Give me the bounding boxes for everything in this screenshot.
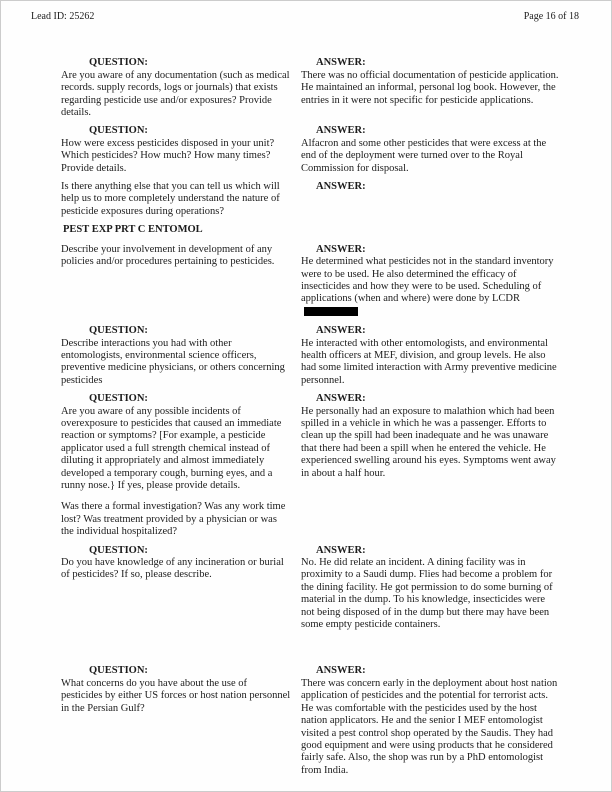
answer-label: ANSWER:: [316, 125, 366, 137]
question-text: Are you aware of any possible incidents of overexposure to pesticides that caused an immediate reaction or symptoms? [For example, a pesticide applicator used a full strength chemical instead of diluting it appropriately and almost immediately developed a temporary cough, burning eyes, and a runny nose.} If yes, please provide details.: [61, 405, 282, 491]
answer-label: ANSWER:: [316, 325, 366, 337]
answer-label: ANSWER:: [316, 181, 366, 193]
question-column: [61, 393, 301, 538]
qa-row: [61, 545, 559, 632]
answer-column: [301, 393, 561, 538]
question-text: Describe interactions you had with other entomologists, environmental science officers, preventive medicine physicians, or others concerning pesticides: [61, 337, 285, 386]
answer-column: [301, 545, 561, 632]
answer-label: ANSWER:: [316, 243, 366, 255]
question-column: [61, 244, 301, 319]
qa-row: [61, 393, 559, 538]
answer-column: [301, 57, 561, 119]
answer-label: ANSWER:: [316, 544, 366, 556]
answer-text: Alfacron and some other pesticides that were excess at the end of the deployment were turned over to the Royal Commission for disposal.: [301, 137, 547, 174]
page-header: [1, 1, 611, 23]
answer-label: ANSWER:: [316, 665, 366, 677]
question-text: Are you aware of any documentation (such as medical records. supply records, logs or journals) that exists regarding pesticide use and/or exposures? Provide details.: [61, 69, 290, 119]
question-label: QUESTION:: [89, 57, 148, 69]
question-column: [61, 665, 301, 777]
question-column: [61, 325, 301, 387]
answer-text: [301, 256, 561, 319]
question-label: QUESTION:: [89, 665, 148, 677]
answer-text-fragment: He determined what pesticides not in the standard inventory were to be used. He also determined the efficacy of insecticides and how they were to be used. Scheduling of applications (when and where) were done by LCDR: [301, 256, 554, 305]
qa-row: [61, 57, 559, 119]
redaction-box: [304, 307, 358, 316]
qa-row: [61, 244, 559, 319]
qa-row: [61, 665, 559, 777]
question-text-2: Was there a formal investigation? Was any work time lost? Was treatment provided by a physician or was the individual hospitalized?: [61, 501, 286, 538]
question-label: QUESTION:: [89, 125, 148, 137]
question-column: [61, 181, 301, 218]
answer-column: [301, 325, 561, 387]
qa-row: [61, 181, 559, 218]
answer-text: He personally had an exposure to malathion which had been spilled in a vehicle in which he was a passenger. Efforts to clean up the spill had been inadequate and he was unaware that there had been a spill when he entered the vehicle. He experienced swelling around his eyes. Symptoms went away in about a half hour.: [301, 405, 556, 479]
answer-text: He interacted with other entomologists, and environmental health officers at MEF, division, and group levels. He also had some limited interaction with Army preventive medicine personnel.: [301, 337, 557, 386]
answer-text: No. He did relate an incident. A dining facility was in proximity to a Saudi dump. Flies had become a problem for the dining facility. He got permission to do some burning of material in the dump. To his knowledge, insecticides were not being disposed of in the dump but there may have been some empty pesticide containers.: [301, 557, 553, 631]
answer-label: ANSWER:: [316, 57, 366, 69]
question-text: Do you have knowledge of any incineration or burial of pesticides? If so, please describe.: [61, 557, 284, 581]
lead-id: Lead ID: 25262: [31, 11, 95, 22]
qa-row: [61, 325, 559, 387]
document-body: [1, 23, 611, 777]
answer-text: There was concern early in the deployment about host nation application of pesticides and the potential for terrorist acts. He was comfortable with the pesticides used by the host nation applicators. He and the senior I MEF entomologist visited a pest control shop operated by the Saudis. They had good equipment and were using products that he considered fairly safe. Also, the shop was run by a PhD entomologist from India.: [301, 677, 558, 776]
question-text: Describe your involvement in development of any policies and/or procedures pertaining to pesticides.: [61, 243, 275, 268]
question-text: How were excess pesticides disposed in your unit? Which pesticides? How much? How many times? Provide details.: [61, 137, 275, 174]
question-label: QUESTION:: [89, 393, 148, 405]
question-column: [61, 545, 301, 632]
answer-label: ANSWER:: [316, 393, 366, 405]
question-text: Is there anything else that you can tell us which will help us to more completely understand the nature of pesticide exposures during operations?: [61, 181, 280, 217]
question-label: QUESTION:: [89, 544, 148, 556]
page-number: Page 16 of 18: [523, 11, 579, 22]
answer-column: [301, 665, 561, 777]
question-column: [61, 57, 301, 119]
answer-column: [301, 244, 561, 319]
question-text: What concerns do you have about the use of pesticides by either US forces or host nation personnel in the Persian Gulf?: [61, 677, 291, 714]
answer-text: There was no official documentation of pesticide application. He maintained an informal, personal log book. However, the entries in it were not specific for pesticide applications.: [301, 69, 559, 106]
question-column: [61, 125, 301, 175]
answer-column: [301, 125, 561, 175]
question-label: QUESTION:: [89, 325, 148, 337]
qa-row: [61, 125, 559, 175]
answer-column: [301, 181, 561, 218]
section-heading: PEST EXP PRT C ENTOMOL: [63, 224, 203, 236]
